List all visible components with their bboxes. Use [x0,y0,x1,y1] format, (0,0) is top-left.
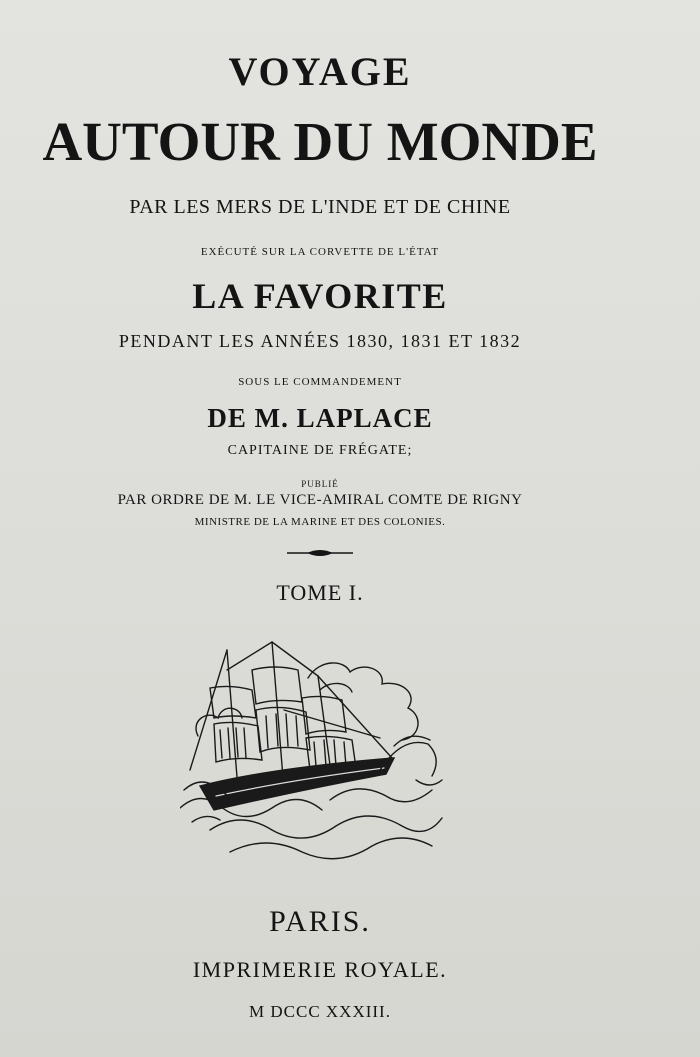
subtitle-executed-on: EXÉCUTÉ SUR LA CORVETTE DE L'ÉTAT [200,246,440,258]
voyage-years: PENDANT LES ANNÉES 1830, 1831 ET 1832 [118,331,522,351]
decorative-rule-icon [287,547,353,559]
publication-order: PAR ORDRE DE M. LE VICE-AMIRAL COMTE DE RIGNY [117,492,523,508]
sailing-ship-engraving-icon [180,640,450,870]
imprint-year: M DCCC XXXIII. [249,1002,391,1021]
ship-name: LA FAVORITE [192,276,448,316]
commander-rank: CAPITAINE DE FRÉGATE; [227,443,413,458]
commander-name: DE M. LAPLACE [207,403,433,433]
imprint-city: PARIS. [269,905,371,938]
title-voyage: VOYAGE [228,49,412,94]
command-label: SOUS LE COMMANDEMENT [238,376,402,388]
subtitle-route: PAR LES MERS DE L'INDE ET DE CHINE [129,196,511,218]
imprint-publisher: IMPRIMERIE ROYALE. [192,957,448,982]
minister-title: MINISTRE DE LA MARINE ET DES COLONIES. [194,516,446,528]
published-label: PUBLIÉ [301,479,339,489]
title-autour-du-monde: AUTOUR DU MONDE [42,111,598,172]
volume-label: TOME I. [276,580,364,605]
